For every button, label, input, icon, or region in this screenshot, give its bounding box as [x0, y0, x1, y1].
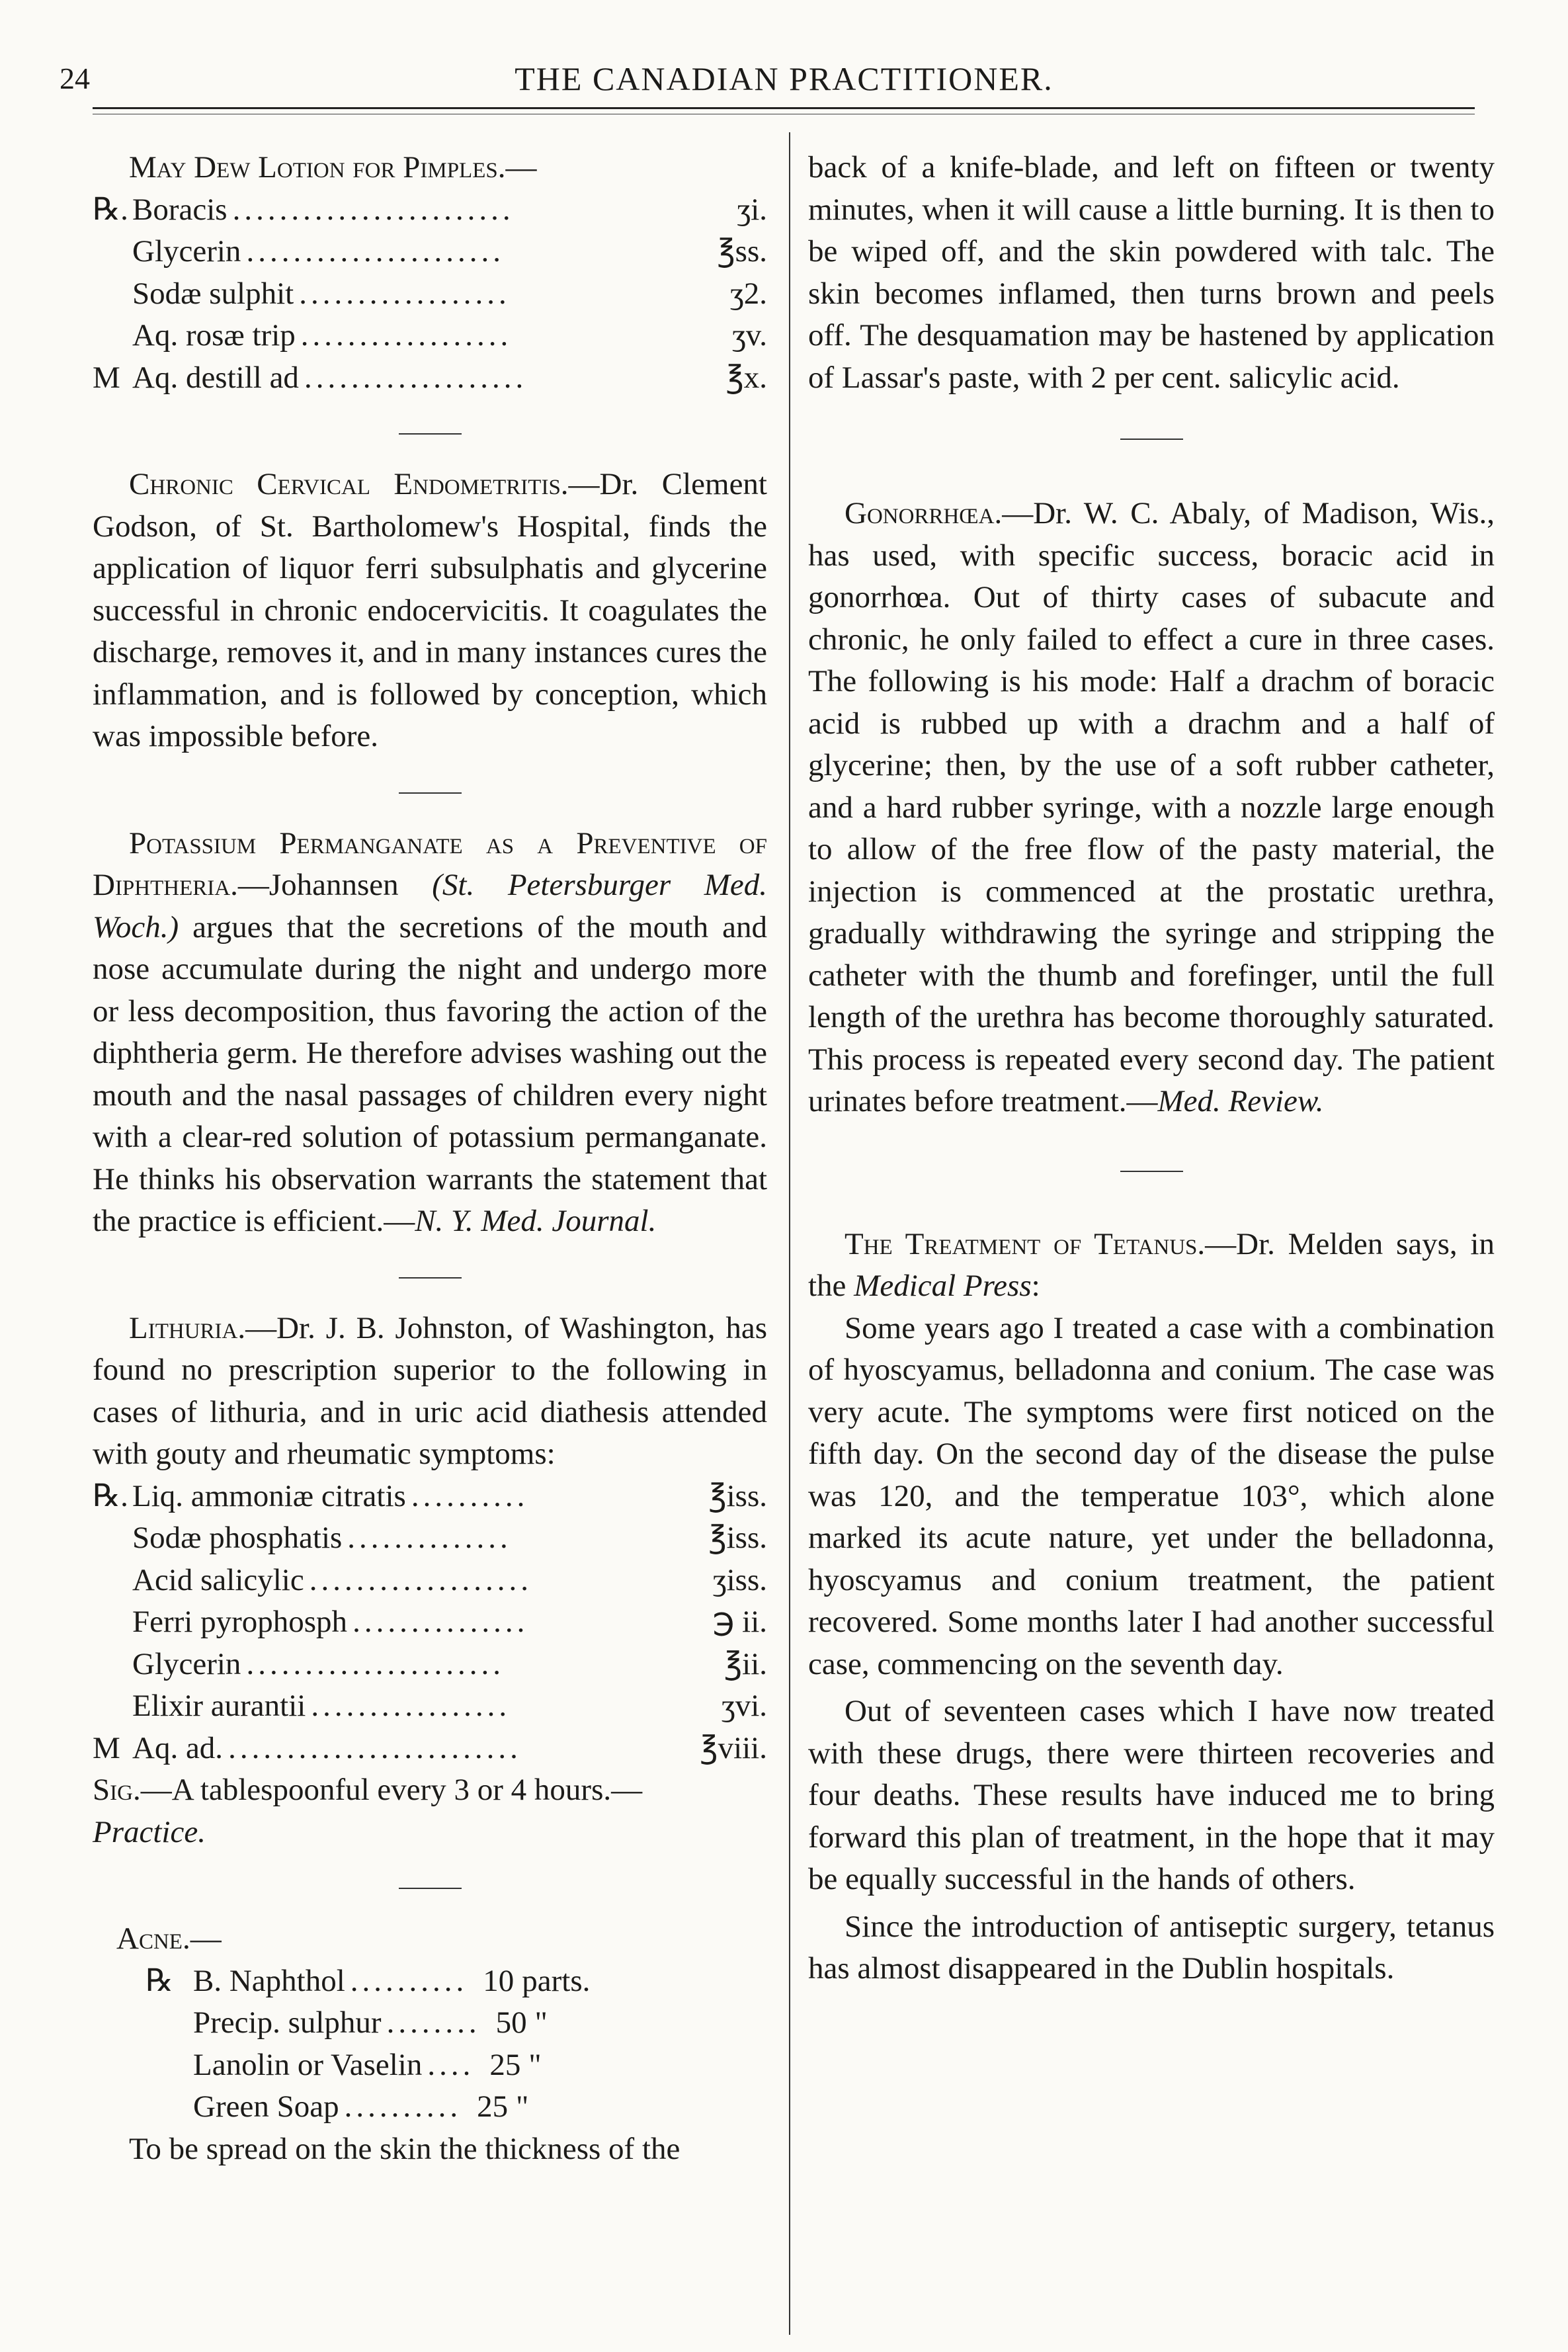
prescription-row [93, 1517, 767, 1560]
page-number: 24 [60, 62, 90, 95]
prescription-row [93, 1601, 767, 1644]
ingredient-name: Liq. ammoniæ citratis [132, 1478, 406, 1513]
tetanus-source: Medical Press [854, 1269, 1032, 1303]
dose-amount: ℈ ii. [712, 1605, 767, 1639]
leader-dots: ........ [386, 2005, 481, 2040]
diphtheria-text-b: argues that the secretions of the mouth and nose accumulate during the night and undergo more or less decomposition, thus favoring the action of the diphtheria germ. He therefore advises washing out the mouth and the nasal passages of children every night with a clear-red solution of potassium permanganate. He thinks his observation warrants the statement that the practice is efficient.— [93, 909, 767, 1238]
ingredient-name: Aq. ad. [132, 1730, 224, 1765]
ingredient-name: Ferri pyrophosph [132, 1605, 348, 1639]
leader-dots: .... [427, 2047, 475, 2082]
ingredient-name: Sodæ sulphit [132, 276, 294, 311]
dose-amount: ℥iss. [708, 1478, 767, 1513]
quantity: 25 [489, 2047, 521, 2082]
endometritis-title: Chronic Cervical Endometritis. [129, 467, 569, 501]
left-column [93, 147, 767, 2170]
dose-amount: ℥x. [725, 360, 767, 395]
section-separator [399, 1888, 462, 1889]
sig-label: Sig. [93, 1773, 141, 1807]
lithuria-section [93, 1308, 767, 1854]
diphtheria-title: Potassium Permanganate as a Preventive of Diphtheria. [93, 825, 767, 902]
lithuria-title: Lithuria. [129, 1310, 246, 1345]
prescription-row [145, 2002, 780, 2044]
section-separator [1120, 439, 1183, 440]
tetanus-intro-b: : [1031, 1269, 1040, 1303]
diphtheria-citation: N. Y. Med. Journal. [415, 1204, 657, 1238]
ingredient-name: Glycerin [132, 1646, 241, 1681]
tetanus-intro-a: —Dr. Melden says, in the [808, 1226, 1495, 1303]
gonorrhoea-text: —Dr. W. C. Abaly, of Madison, Wis., has used, with specific success, boracic acid in gonorrhœa. Out of thirty cases of subacute and chronic, he only failed to effect a cure in three cases. The following is his mode: Half a drachm of boracic acid is rubbed up with a drachm and a half of glycerine; then, by the use of a soft rubber catheter, and a hard rubber syringe, with a nozzle large enough to allow of the free flow of the pasty material, the injection is commenced at the prostatic urethra, gradually withdrawing the syringe and stripping the catheter with the thumb and forefinger, until the full length of the urethra has become thoroughly saturated. This process is repeated every second day. The patient urinates before treatment.— [808, 496, 1495, 1118]
section-separator [399, 792, 462, 794]
rx-symbol: M [93, 1730, 120, 1765]
tetanus-intro [808, 1224, 1495, 1308]
ingredient-name: Aq. rosæ trip [132, 318, 296, 353]
prescription-row [93, 273, 767, 315]
prescription-row [93, 357, 767, 399]
tetanus-title: The Treatment of Tetanus. [845, 1226, 1206, 1261]
diphtheria-text-a: —Johannsen [237, 868, 433, 902]
acne-continuation: back of a knife-blade, and left on fifteen or twenty minutes, when it will cause a little burning. It is then to be wiped off, and the skin powdered with talc. The skin becomes inflamed, then turns brown and peels off. The desquamation may be hastened by application of Lassar's paste, with 2 per cent. salicylic acid. [808, 150, 1495, 395]
gonorrhoea-title: Gonorrhœa. [845, 496, 1003, 530]
prescription-row [93, 189, 767, 231]
ingredient-name: Sodæ phosphatis [132, 1521, 343, 1555]
ingredient-name: Glycerin [132, 234, 241, 269]
ingredient-name: B. Naphthol [193, 1963, 345, 1998]
unit: " [516, 2089, 529, 2124]
leader-dots: ......................... [228, 1730, 522, 1765]
tetanus-paragraph-3: Since the introduction of antiseptic surgery, tetanus has almost disappeared in the Dublin hospitals. [808, 1909, 1495, 1986]
header-rule [93, 107, 1475, 109]
dose-amount: ʒ2. [729, 276, 767, 311]
dose-amount: ʒi. [737, 192, 767, 227]
leader-dots: ................... [309, 1562, 532, 1597]
lithuria-citation: Practice. [93, 1814, 206, 1849]
gonorrhoea-paragraph [808, 493, 1495, 1123]
lithuria-paragraph [93, 1308, 767, 1476]
prescription-row [93, 1728, 767, 1770]
column-divider [789, 132, 790, 2335]
quantity: 10 [483, 1963, 515, 1998]
ingredient-name: Green Soap [193, 2089, 339, 2124]
ingredient-name: Precip. sulphur [193, 2005, 382, 2040]
section-separator [399, 1277, 462, 1279]
leader-dots: .......... [344, 2089, 462, 2124]
section-separator [399, 433, 462, 435]
prescription-row [145, 1960, 780, 2003]
ingredient-name: Aq. destill ad [132, 360, 299, 395]
ingredient-name: Elixir aurantii [132, 1689, 306, 1723]
ingredient-name: Boracis [132, 192, 227, 227]
acne-prescription [93, 1960, 780, 2128]
may-dew-title: May Dew Lotion for Pimples.— [129, 150, 537, 185]
unit: parts. [522, 1963, 591, 1998]
lithuria-sig [93, 1769, 767, 1853]
dose-amount: ℥ss. [717, 234, 767, 269]
right-column [808, 147, 1495, 1990]
dose-amount: ʒiss. [712, 1562, 767, 1597]
dose-amount: ℥ii. [723, 1646, 767, 1681]
acne-section [93, 1918, 767, 2170]
tetanus-paragraph-1: Some years ago I treated a case with a combination of hyoscyamus, belladonna and conium. The case was very acute. The symptoms were first noticed on the fifth day. On the second day of the disease the pulse was 120, and the temperatue 103°, which alone marked its acute nature, yet under the belladonna, hyoscyamus and conium treatment, the patient recovered. Some months later I had another successful case, commencing on the seventh day. [808, 1310, 1495, 1681]
leader-dots: ................... [304, 360, 528, 395]
section-separator [1120, 1171, 1183, 1172]
prescription-row [145, 2044, 780, 2087]
leader-dots: .......... [350, 1963, 468, 1998]
leader-dots: .............. [347, 1521, 512, 1555]
dose-amount: ℥iss. [708, 1521, 767, 1555]
rx-symbol: ℞. [93, 1478, 128, 1513]
prescription-row [93, 231, 767, 273]
leader-dots: .................. [300, 318, 513, 353]
leader-dots: ........................ [232, 192, 515, 227]
unit: " [528, 2047, 542, 2082]
lithuria-prescription [93, 1476, 767, 1770]
leader-dots: ...................... [246, 234, 505, 269]
unit: " [534, 2005, 548, 2040]
prescription-row [93, 1644, 767, 1686]
ingredient-name: Acid salicylic [132, 1562, 304, 1597]
tetanus-paragraph-2: Out of seventeen cases which I have now treated with these drugs, there were thirteen recoveries and four deaths. These results have induced me to bring forward this plan of treatment, in the hope that it may be equally successful in the hands of others. [808, 1694, 1495, 1896]
endometritis-paragraph [93, 464, 767, 758]
diphtheria-source: (St. Petersburger Med. Woch.) [93, 868, 767, 945]
quantity: 25 [477, 2089, 509, 2124]
dose-amount: ʒv. [731, 318, 767, 353]
lithuria-text: —Dr. J. B. Johnston, of Washington, has found no prescription superior to the following in cases of lithuria, and in uric acid diathesis attended with gouty and rheumatic symptoms: [93, 1310, 767, 1471]
rx-symbol: ℞. [93, 192, 128, 227]
leader-dots: .................. [299, 276, 511, 311]
dose-amount: ℥viii. [700, 1730, 767, 1765]
leader-dots: ............... [352, 1605, 529, 1639]
acne-text: To be spread on the skin the thickness of the [129, 2131, 681, 2166]
page-header [0, 34, 1568, 107]
prescription-row [93, 1685, 767, 1728]
rx-symbol: ℞ [145, 1963, 174, 1998]
dose-amount: ʒvi. [721, 1689, 767, 1723]
leader-dots: ................. [311, 1689, 511, 1723]
ingredient-name: Lanolin or Vaselin [193, 2047, 423, 2082]
sig-text: —A tablespoonful every 3 or 4 hours.— [140, 1773, 643, 1807]
leader-dots: ...................... [246, 1646, 505, 1681]
rx-symbol: M [93, 360, 120, 395]
quantity: 50 [495, 2005, 527, 2040]
leader-dots: .......... [411, 1478, 529, 1513]
gonorrhoea-citation: Med. Review. [1157, 1084, 1324, 1118]
prescription-row [93, 315, 767, 357]
endometritis-text: —Dr. Clement Godson, of St. Bartholomew's Hospital, finds the application of liquor ferri subsulphatis and glycerine successful in chronic endocervicitis. It coagulates the discharge, removes it, and in many instances cures the inflammation, and is followed by conception, which was impossible before. [93, 467, 767, 753]
running-title: THE CANADIAN PRACTITIONER. [515, 60, 1053, 97]
prescription-row [93, 1560, 767, 1602]
may-dew-prescription [93, 189, 767, 399]
prescription-row [145, 2086, 780, 2128]
diphtheria-paragraph [93, 823, 767, 1243]
may-dew-section [93, 147, 767, 399]
acne-title: Acne.— [116, 1921, 222, 1956]
prescription-row [93, 1476, 767, 1518]
